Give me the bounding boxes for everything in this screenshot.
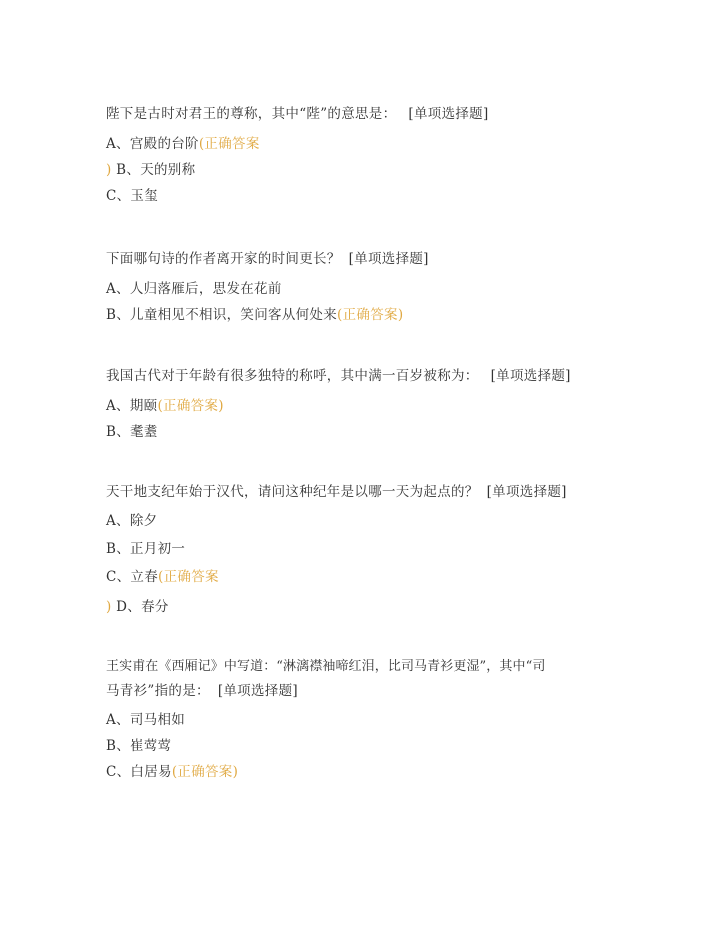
option-text: A、除夕 — [106, 513, 158, 529]
question-4-text — [106, 483, 567, 501]
option-text: A、人归落雁后，思发在花前 — [106, 281, 282, 297]
correct-answer-marker: (正确答案 — [337, 307, 398, 323]
option-1b — [106, 161, 195, 179]
correct-answer-close: ) — [397, 307, 404, 323]
question-type-tag: [单项选择题] — [408, 106, 489, 122]
question-text: 马青衫”指的是： — [106, 683, 210, 699]
option-text: B、天的别称 — [116, 162, 196, 178]
option-2b — [106, 306, 403, 324]
question-1-text — [106, 105, 489, 123]
option-5b — [106, 737, 171, 755]
option-4b — [106, 540, 185, 558]
correct-answer-close: ) — [232, 764, 239, 780]
option-text: C、玉玺 — [106, 188, 159, 204]
option-text: B、正月初一 — [106, 541, 186, 557]
question-type-tag: [单项选择题] — [217, 683, 298, 699]
correct-answer-marker: (正确答案 — [198, 136, 260, 152]
question-type-tag: [单项选择题] — [348, 251, 429, 267]
option-4c — [106, 568, 219, 586]
option-text: A、期颐 — [106, 398, 158, 414]
question-text: 王实甫在《西厢记》中写道：“淋漓襟袖啼红泪，比司马青衫更湿”，其中“司 — [106, 659, 546, 674]
question-5-text-line2 — [106, 682, 298, 700]
correct-answer-close: ) — [218, 398, 224, 414]
option-2a — [106, 280, 282, 298]
question-3-text — [106, 367, 571, 385]
question-text: 我国古代对于年龄有很多独特的称呼，其中满一百岁被称为： — [106, 368, 479, 384]
question-text: 下面哪句诗的作者离开家的时间更长？ — [106, 251, 341, 267]
option-3b — [106, 423, 158, 441]
option-text: B、儿童相见不相识，笑问客从何处来 — [106, 307, 338, 323]
option-3a — [106, 397, 224, 415]
correct-answer-marker: (正确答案 — [158, 569, 219, 585]
option-4d — [106, 598, 169, 616]
option-1c — [106, 187, 158, 205]
option-5a — [106, 711, 185, 729]
correct-answer-close: ) — [106, 599, 112, 615]
question-2-text — [106, 250, 429, 268]
option-text: C、立春 — [106, 569, 159, 585]
question-type-tag: [单项选择题] — [486, 484, 567, 500]
option-1a — [106, 135, 260, 153]
option-5c — [106, 763, 238, 781]
question-type-tag: [单项选择题] — [490, 368, 571, 384]
option-text: A、宫殿的台阶 — [106, 136, 199, 152]
option-text: B、耄耋 — [106, 424, 158, 440]
correct-answer-marker: (正确答案 — [171, 764, 233, 780]
correct-answer-marker: (正确答案 — [157, 398, 219, 414]
option-text: A、司马相如 — [106, 712, 186, 728]
option-text: D、春分 — [116, 599, 169, 615]
question-text: 陛下是古时对君王的尊称，其中“陛”的意思是： — [106, 106, 397, 122]
question-5-text-line1 — [106, 658, 545, 676]
option-text: B、崔莺莺 — [106, 738, 172, 754]
question-text: 天干地支纪年始于汉代，请问这种纪年是以哪一天为起点的？ — [106, 484, 479, 500]
correct-answer-close: ) — [106, 162, 112, 178]
option-4a — [106, 512, 157, 530]
option-text: C、白居易 — [106, 764, 172, 780]
